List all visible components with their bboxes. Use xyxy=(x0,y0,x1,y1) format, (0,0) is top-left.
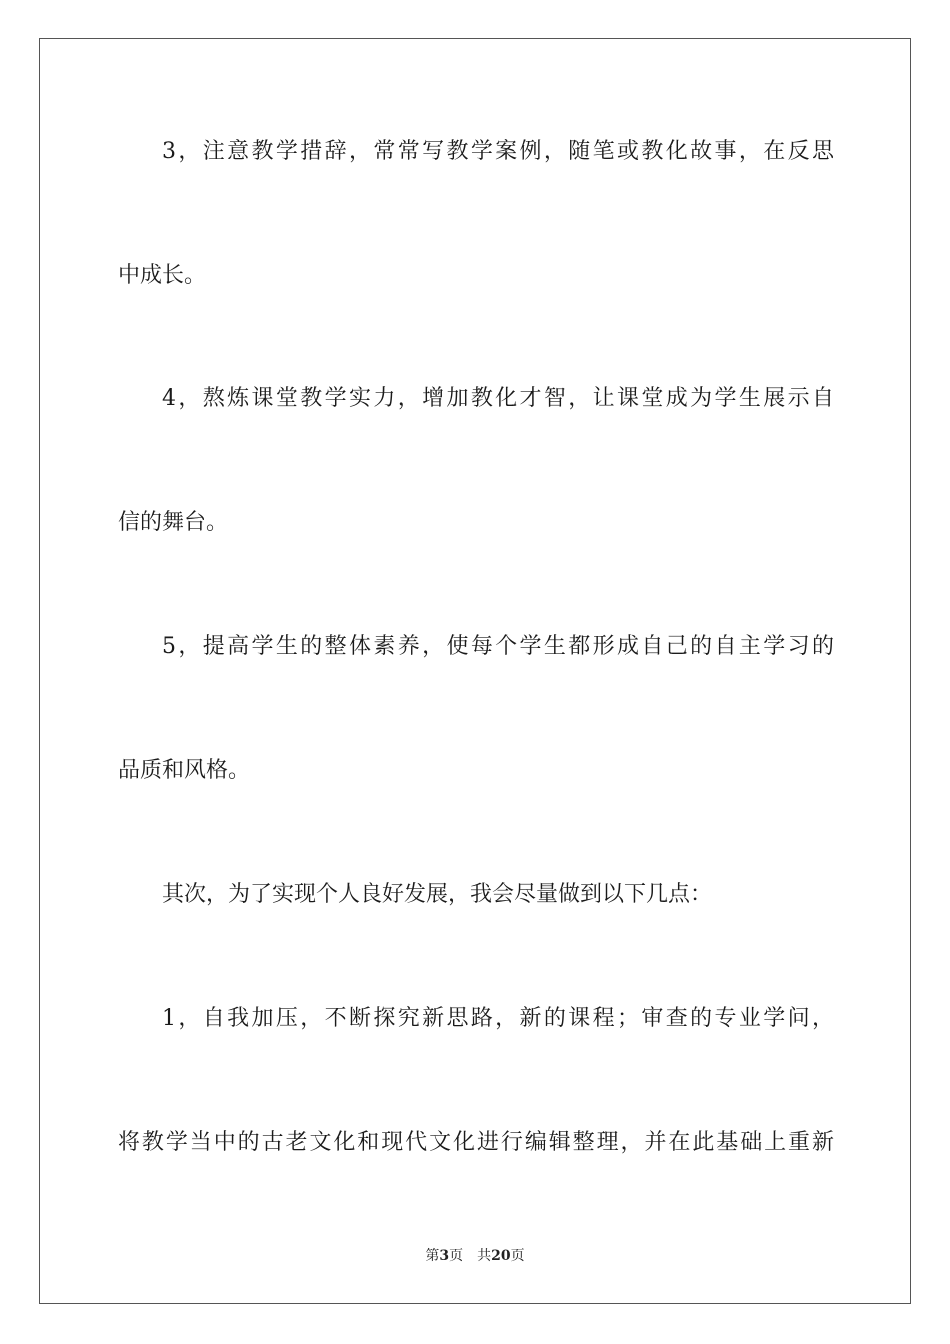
paragraph-line: 4，熬炼课堂教学实力，增加教化才智，让课堂成为学生展示自 xyxy=(162,386,834,411)
total-label-suffix: 页 xyxy=(510,1248,525,1264)
paragraph-line: 3，注意教学措辞，常常写教学案例，随笔或教化故事，在反思 xyxy=(162,139,834,164)
paragraph-line: 将教学当中的古老文化和现代文化进行编辑整理，并在此基础上重新 xyxy=(118,1130,834,1155)
page-number: 3 xyxy=(439,1248,450,1264)
paragraph-line: 中成长。 xyxy=(118,263,207,288)
paragraph-line: 其次，为了实现个人良好发展，我会尽量做到以下几点： xyxy=(162,882,713,907)
paragraph-line: 信的舞台。 xyxy=(118,510,229,535)
paragraph-line: 品质和风格。 xyxy=(118,758,251,783)
page-label-suffix: 页 xyxy=(449,1248,464,1264)
paragraph-line: 5，提高学生的整体素养，使每个学生都形成自己的自主学习的 xyxy=(162,634,834,659)
total-label-prefix: 共 xyxy=(477,1248,492,1264)
paragraph-line: 1，自我加压，不断探究新思路，新的课程；审查的专业学问， xyxy=(162,1006,834,1031)
page-footer xyxy=(0,1246,950,1266)
page-border xyxy=(39,38,911,1304)
total-pages: 20 xyxy=(491,1248,511,1264)
page-label-prefix: 第 xyxy=(425,1248,440,1264)
